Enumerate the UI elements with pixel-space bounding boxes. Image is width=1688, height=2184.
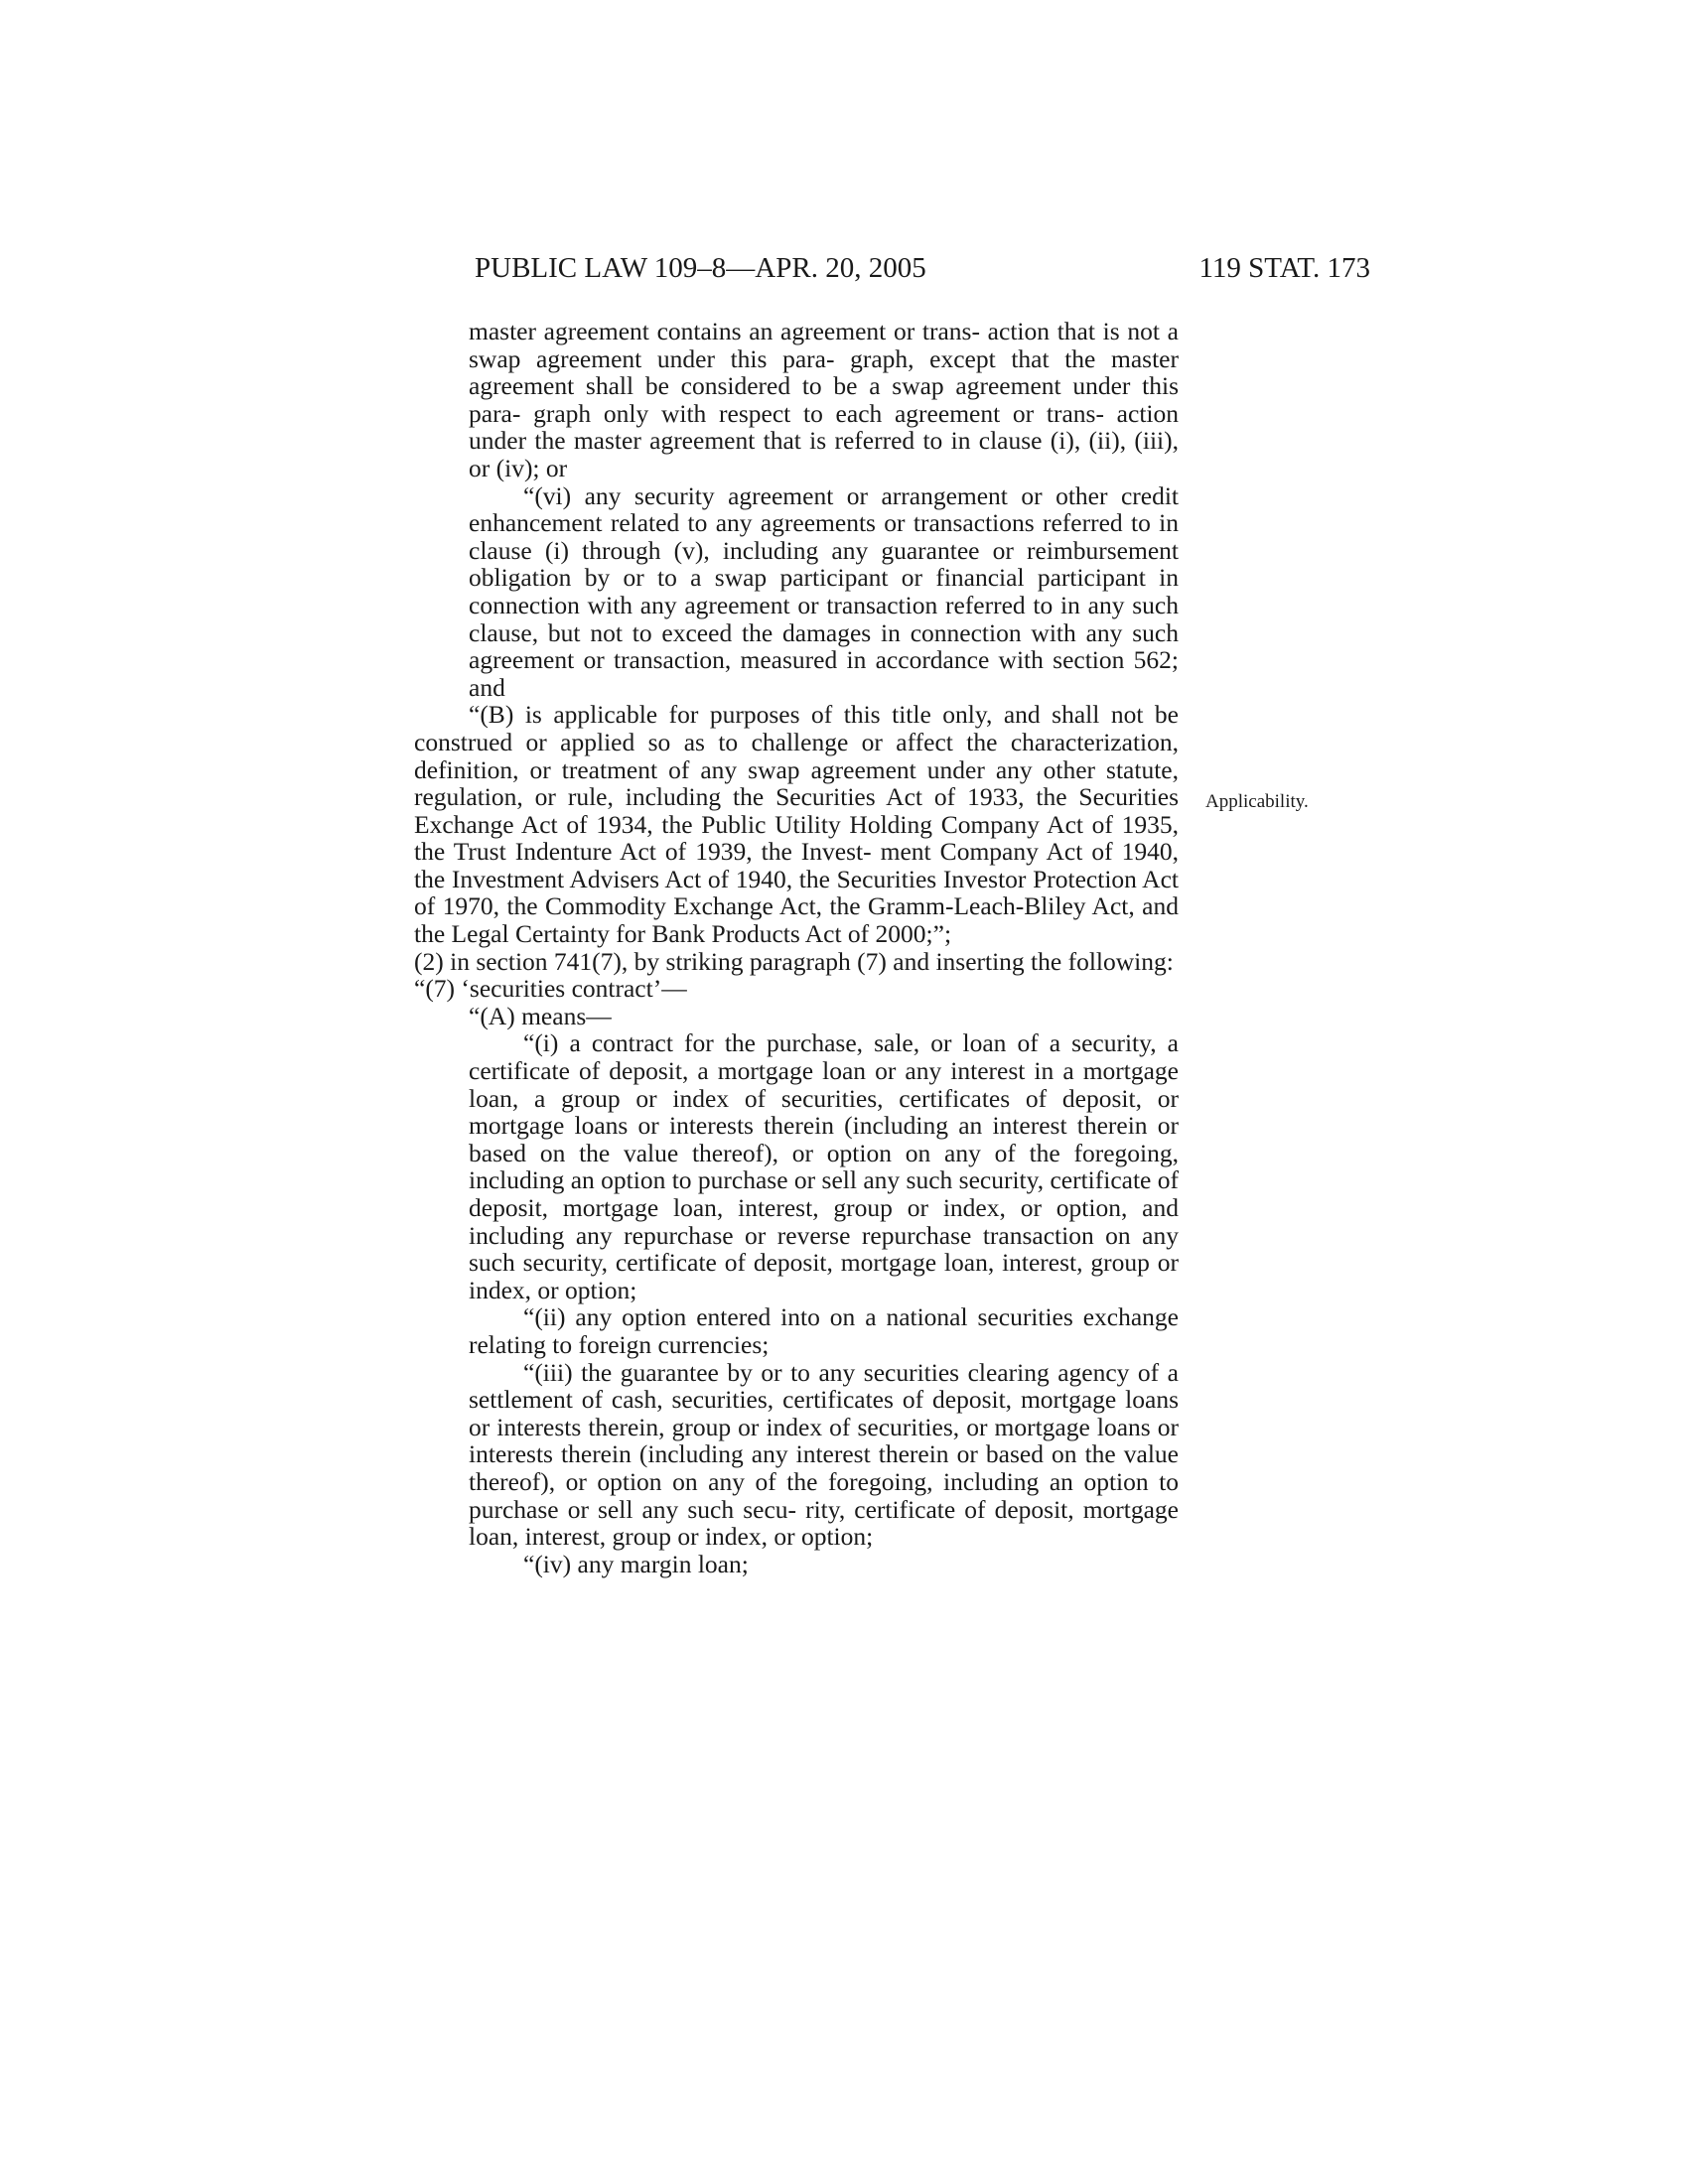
paragraph: “(7) ‘securities contract’— — [414, 974, 687, 1004]
paragraph: “(vi) any security agreement or arrangement or other credit enhancement related to any agreements or transactions referred to in clause (i) through (v), including any guarantee or reimbursement obligation by or to a swap participant or financial participant in connection with any agreement or transaction referred to in any such clause, but not to exceed the damages in connection with any such agreement or transaction, measured in accordance with section 562; and — [469, 480, 1179, 702]
subparagraph-b — [359, 701, 1179, 947]
paragraph: “(A) means— — [469, 1001, 612, 1030]
clause-vi — [359, 482, 1179, 702]
paragraph: “(i) a contract for the purchase, sale, or loan of a security, a certificate of deposit, a mortgage loan or any interest in a mortgage loan, a group or index of securities, certificates of deposit, or mortgage loans or interests therein (including an interest therein or based on the value thereof), or option on any of the foregoing, including an option to purchase or sell any such security, certificate of deposit, mortgage loan, interest, group or index, or option, and including any repurchase or reverse repurchase transaction on any such security, certificate of deposit, mortgage loan, interest, group or index, or option; — [469, 1028, 1179, 1304]
clause-v-continuation — [359, 318, 1179, 482]
paragraph: “(ii) any option entered into on a national securities exchange relating to foreign currencies; — [469, 1302, 1179, 1359]
definition-7 — [359, 975, 1179, 1003]
clause-iv — [359, 1551, 1179, 1578]
statute-page-number: 119 STAT. 173 — [1198, 252, 1370, 284]
public-law-citation: PUBLIC LAW 109–8—APR. 20, 2005 — [475, 252, 926, 284]
amendment-2 — [250, 948, 1179, 976]
margin-note: Applicability. — [1205, 791, 1309, 812]
paragraph: “(iv) any margin loan; — [523, 1549, 749, 1578]
page-header — [475, 251, 1370, 285]
subparagraph-a — [359, 1003, 1179, 1030]
clause-ii — [359, 1303, 1179, 1358]
clause-iii — [359, 1359, 1179, 1551]
paragraph: “(B) is applicable for purposes of this title only, and shall not be construed or applied so as to challenge or affect the characterization, definition, or treatment of any swap agreement under any other statute, regulation, or rule, including the Securities Act of 1933, the Securities Exchange Act of 1934, the Public Utility Holding Company Act of 1935, the Trust Indenture Act of 1939, the Invest- ment Company Act of 1940, the Investment Advisers Act of 1940, the Securities Investor Protection Act of 1970, the Commodity Exchange Act, the Gramm-Leach-Bliley Act, and the Legal Certainty for Bank Products Act of 2000;”; — [414, 700, 1179, 949]
clause-i — [359, 1029, 1179, 1303]
document-body — [359, 318, 1179, 1577]
paragraph: (2) in section 741(7), by striking paragraph (7) and inserting the following: — [414, 946, 1174, 976]
paragraph: master agreement contains an agreement or trans- action that is not a swap agreement under this para- graph, except that the master agreement shall be considered to be a swap agreement under this para- graph only with respect to each agreement or trans- action under the master agreement that is referred to in clause (i), (ii), (iii), or (iv); or — [469, 317, 1179, 482]
paragraph: “(iii) the guarantee by or to any securities clearing agency of a settlement of cash, securities, certificates of deposit, mortgage loans or interests therein, group or index of securities, or mortgage loans or interests therein (including any interest therein or based on the value thereof), or option on any of the foregoing, including an option to purchase or sell any such secu- rity, certificate of deposit, mortgage loan, interest, group or index, or option; — [469, 1357, 1179, 1552]
